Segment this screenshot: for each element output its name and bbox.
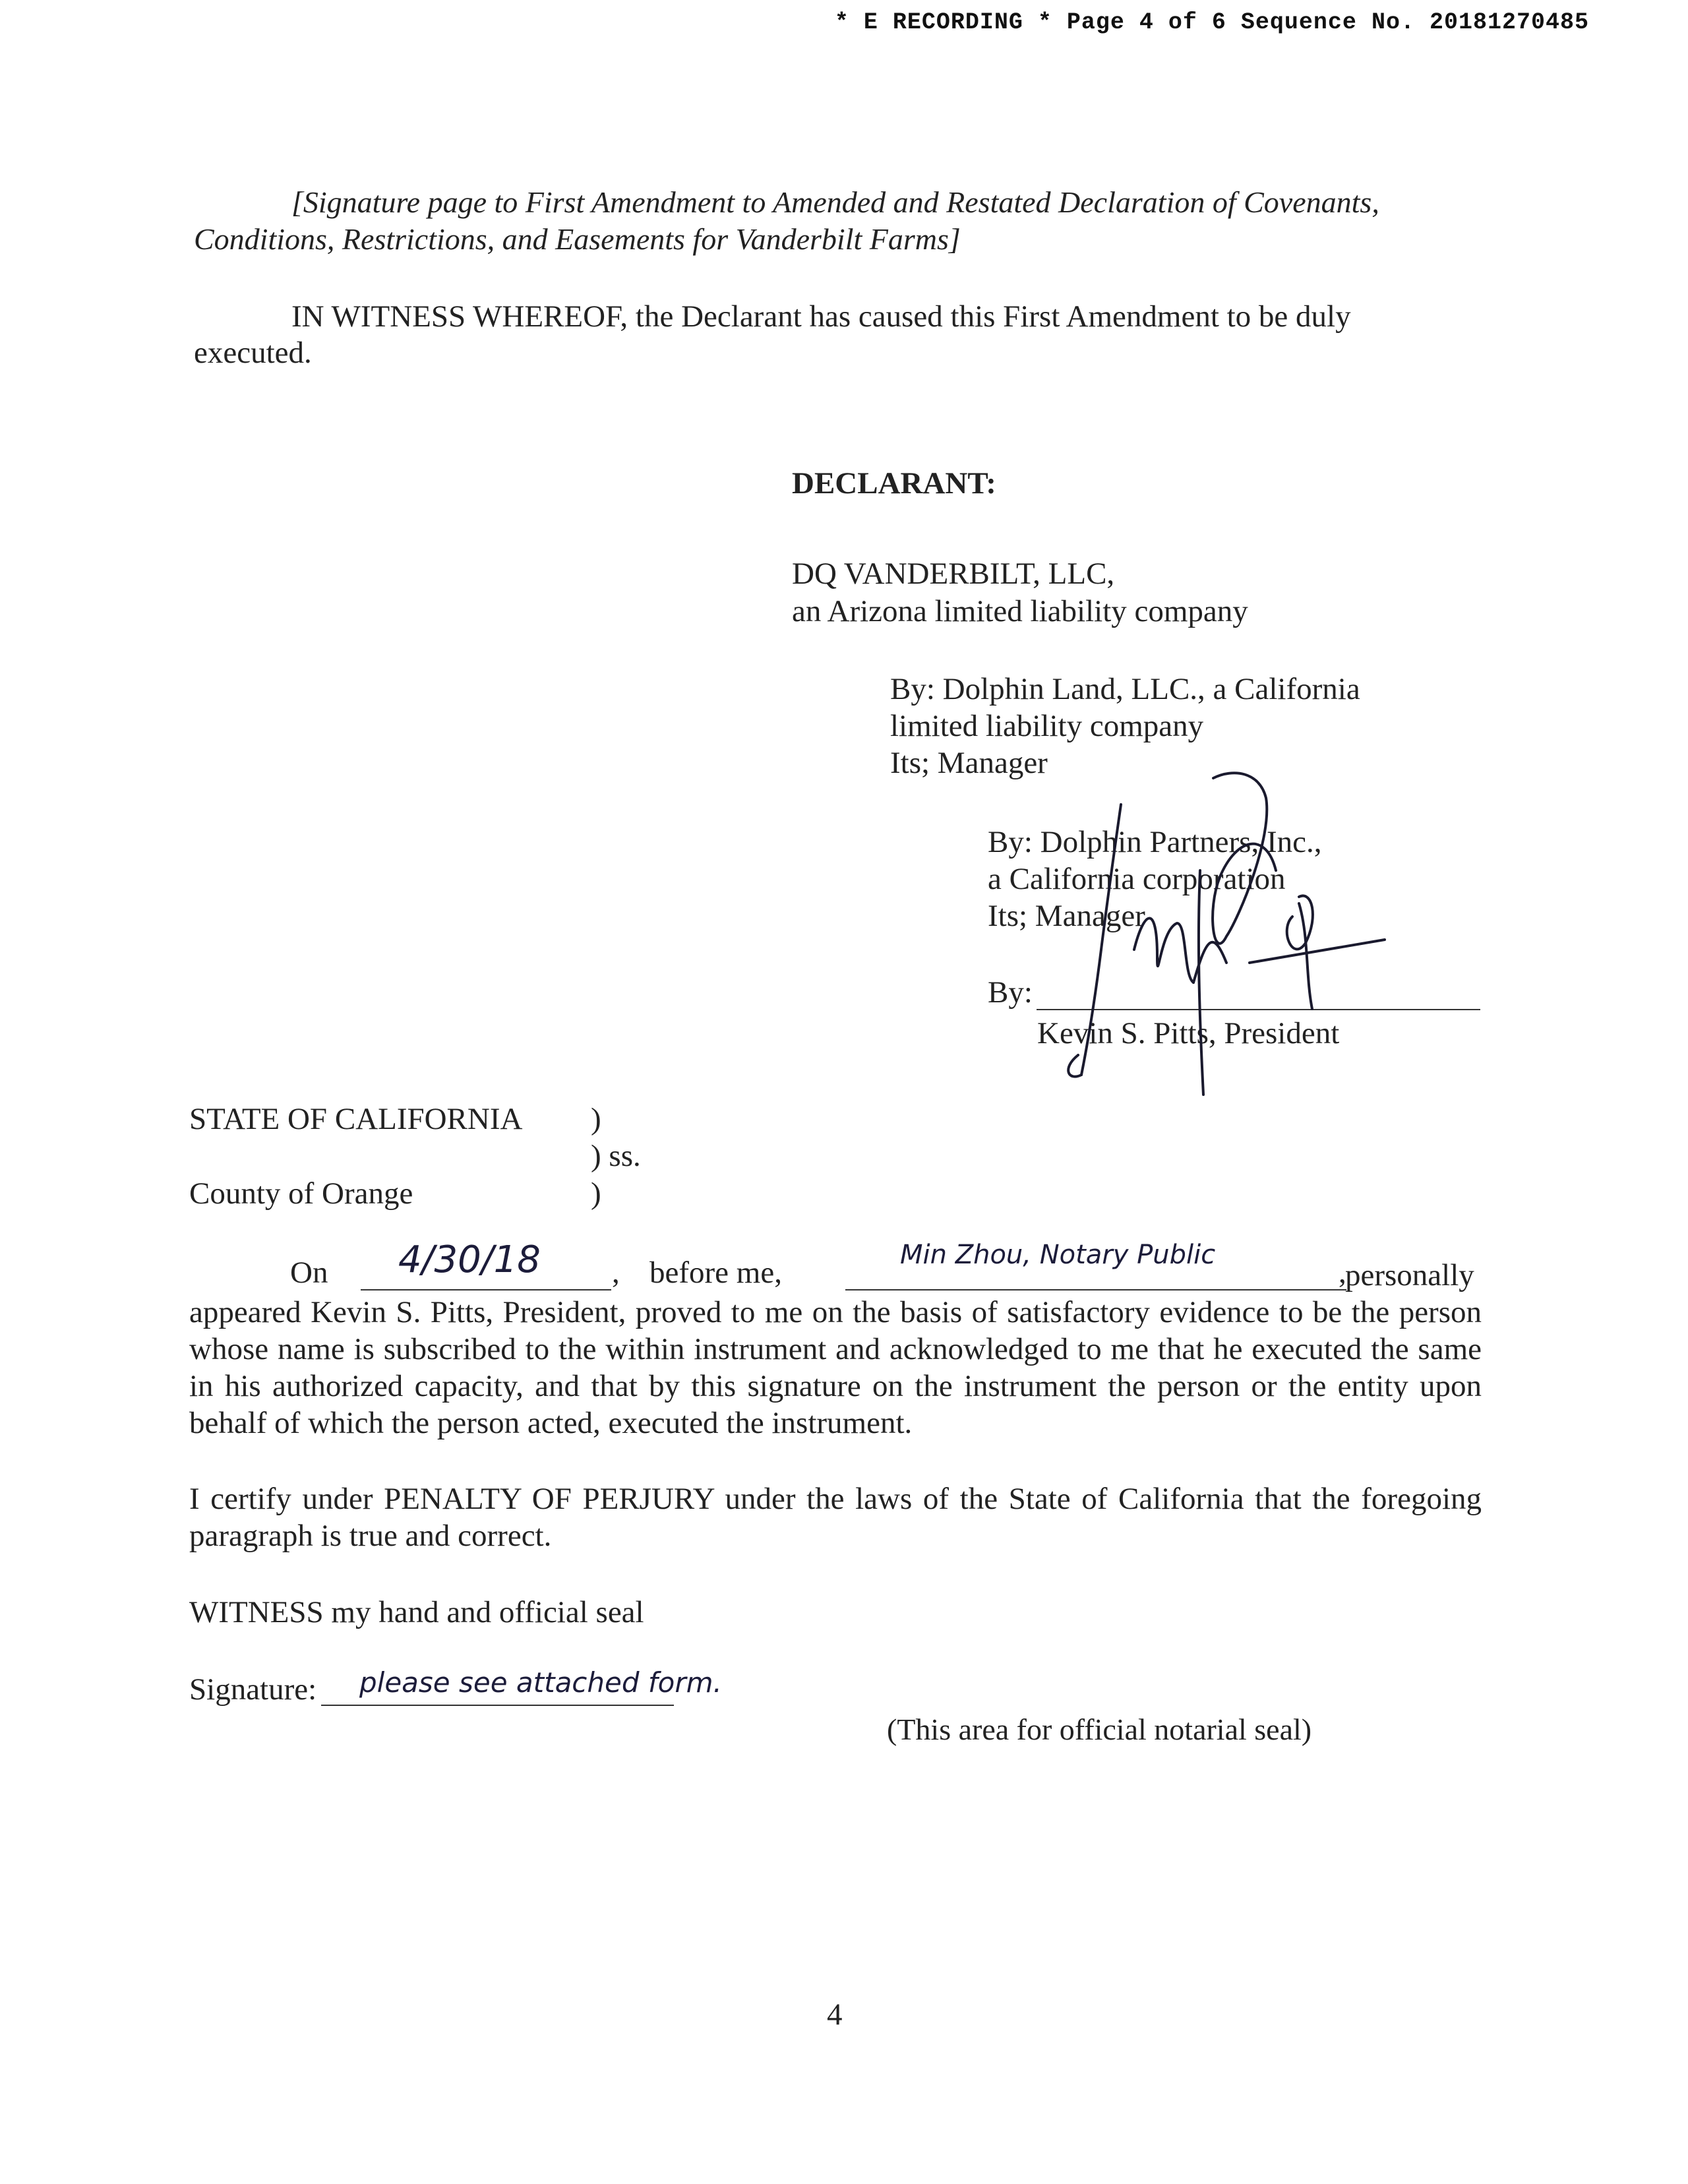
signature-page-caption-line-2: Conditions, Restrictions, and Easements for Vanderbilt Farms] bbox=[194, 222, 961, 256]
handwritten-signature-icon bbox=[1015, 765, 1411, 1108]
venue-state: STATE OF CALIFORNIA bbox=[189, 1102, 523, 1136]
signature-page-caption-line-1: [Signature page to First Amendment to Amended and Restated Declaration of Covenants, bbox=[291, 185, 1379, 219]
venue-paren-bottom: ) bbox=[591, 1176, 601, 1211]
ack-notary-handwritten: Min Zhou, Notary Public bbox=[900, 1240, 1216, 1270]
page-number: 4 bbox=[827, 1997, 843, 2032]
manager-dolphin-land-line-1: By: Dolphin Land, LLC., a California bbox=[890, 672, 1360, 706]
venue-ss: ) ss. bbox=[591, 1139, 641, 1173]
venue-paren-top: ) bbox=[591, 1102, 601, 1136]
manager-dolphin-partners-line-1: By: Dolphin Partners, Inc., bbox=[988, 825, 1322, 859]
manager-dolphin-partners-line-3: Its; Manager bbox=[988, 899, 1145, 933]
by-signature-label: By: bbox=[988, 975, 1033, 1010]
recording-header: * E RECORDING * Page 4 of 6 Sequence No. 20181270485 bbox=[834, 9, 1589, 36]
ack-date-line bbox=[361, 1289, 611, 1290]
ack-comma-1: , bbox=[612, 1256, 620, 1290]
declarant-heading: DECLARANT: bbox=[792, 466, 996, 501]
witness-clause-line-2: executed. bbox=[194, 336, 312, 370]
witness-clause-line-1: IN WITNESS WHEREOF, the Declarant has caused this First Amendment to be duly bbox=[291, 299, 1351, 334]
notary-signature-handwritten: please see attached form. bbox=[359, 1666, 722, 1699]
ack-comma-2: , bbox=[1339, 1256, 1346, 1290]
perjury-certification: I certify under PENALTY OF PERJURY under the laws of the State of California that the foregoing paragraph is true and correct. bbox=[189, 1482, 1482, 1553]
notary-signature-label: Signature: bbox=[189, 1672, 317, 1707]
ack-notary-line bbox=[845, 1289, 1346, 1290]
witness-hand-seal: WITNESS my hand and official seal bbox=[189, 1595, 644, 1629]
declarant-company-type: an Arizona limited liability company bbox=[792, 594, 1248, 628]
manager-dolphin-land-line-2: limited liability company bbox=[890, 709, 1204, 743]
ack-personally: personally bbox=[1345, 1258, 1474, 1292]
ack-on-label: On bbox=[290, 1256, 328, 1290]
notarial-seal-area: (This area for official notarial seal) bbox=[887, 1713, 1312, 1746]
ack-date-handwritten: 4/30/18 bbox=[398, 1238, 541, 1281]
manager-dolphin-partners-line-2: a California corporation bbox=[988, 862, 1286, 896]
declarant-company-name: DQ VANDERBILT, LLC, bbox=[792, 557, 1115, 591]
ack-before-me: before me, bbox=[649, 1256, 782, 1290]
ack-paragraph: appeared Kevin S. Pitts, President, proved to me on the basis of satisfactory evidence to be the person whose name is subscribed to the within instrument and acknowledged to me that he executed the same in his authorized capacity, and that by this signature on the instrument the person or the entity upon behalf of which the person acted, executed the instrument. bbox=[189, 1295, 1482, 1440]
venue-county: County of Orange bbox=[189, 1176, 413, 1211]
signer-name-title: Kevin S. Pitts, President bbox=[1037, 1016, 1340, 1050]
manager-dolphin-land-line-3: Its; Manager bbox=[890, 746, 1048, 780]
notary-signature-line bbox=[321, 1705, 674, 1706]
